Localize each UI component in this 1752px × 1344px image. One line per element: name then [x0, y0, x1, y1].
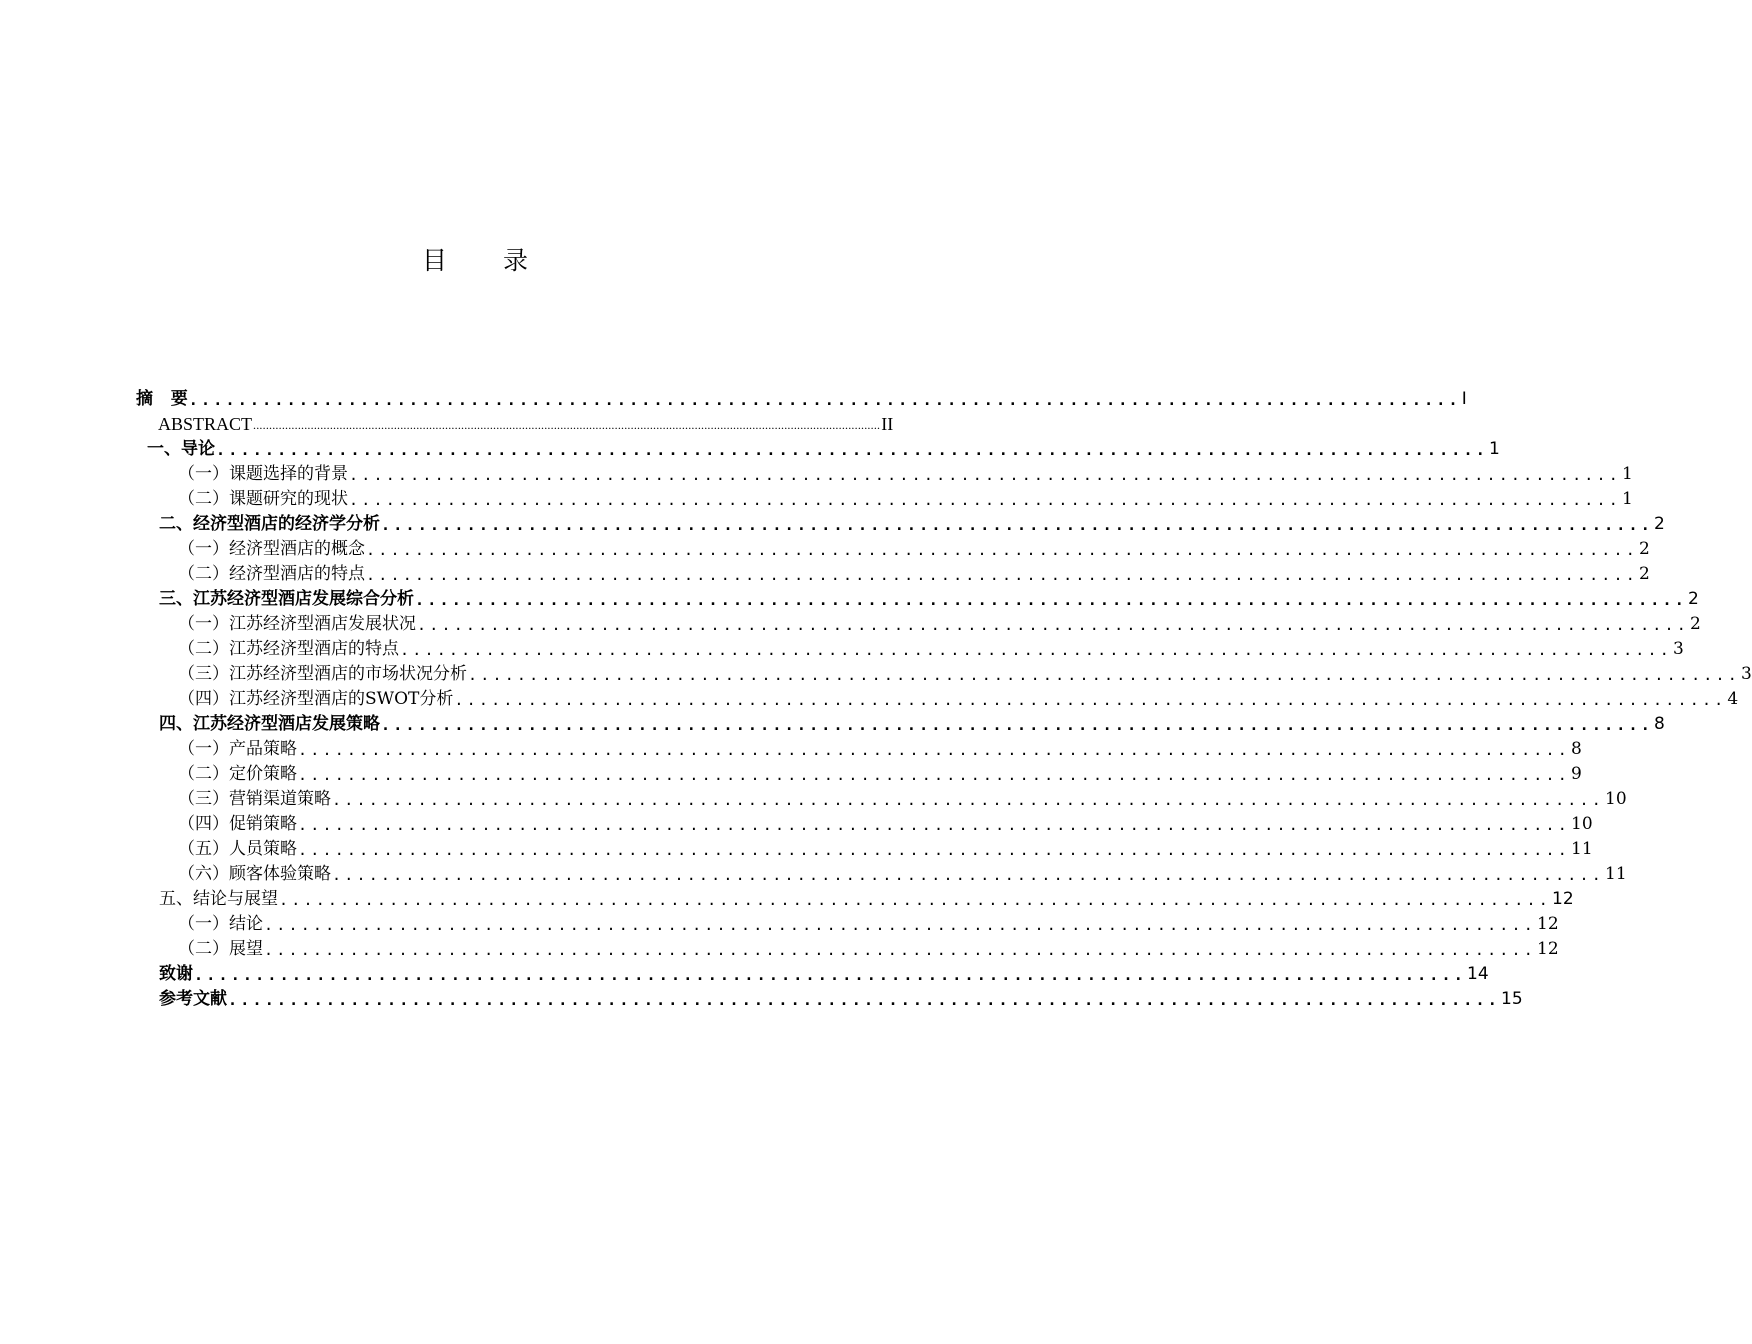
toc-entry-page: 2	[1639, 539, 1650, 559]
dot-leader: ........................................................................................................	[298, 841, 1570, 859]
toc-entry-page: 14	[1467, 964, 1489, 984]
dot-leader: ........................................................................................................	[366, 541, 1638, 559]
toc-entry-label: （四）江苏经济型酒店的SWOT分析	[178, 689, 454, 709]
toc-entry-label: （二）经济型酒店的特点	[178, 564, 365, 584]
toc-entry-page: 2	[1688, 589, 1699, 609]
toc-entry-section[interactable]	[178, 610, 1701, 635]
toc-entry-page: 11	[1571, 839, 1593, 859]
toc-entry-page: 1	[1622, 489, 1633, 509]
toc-entry-section[interactable]	[178, 635, 1684, 660]
toc-entry-label: （六）顾客体验策略	[178, 864, 331, 884]
toc-entry-label: 五、结论与展望	[159, 889, 278, 909]
toc-entry-chapter-5[interactable]	[159, 885, 1574, 910]
toc-entry-label: （一）江苏经济型酒店发展状况	[178, 614, 416, 634]
toc-entry-chapter-4[interactable]	[159, 710, 1665, 735]
toc-entry-page: 10	[1571, 814, 1593, 834]
dot-leader: ........................................................................................................	[216, 441, 1488, 459]
dot-leader: ........................................................................................................	[188, 391, 1461, 409]
toc-entry-abstract-en[interactable]	[158, 410, 894, 435]
toc-entry-section[interactable]	[178, 685, 1739, 710]
toc-entry-section[interactable]	[178, 735, 1582, 760]
dot-leader: ........................................................................................................	[298, 816, 1570, 834]
toc-entry-section[interactable]	[178, 660, 1752, 685]
toc-entry-page: 3	[1741, 664, 1752, 684]
toc-entry-page: II	[881, 414, 894, 434]
toc-entry-section[interactable]	[178, 560, 1650, 585]
toc-entry-label: （五）人员策略	[178, 839, 297, 859]
toc-entry-page: 15	[1501, 989, 1523, 1009]
toc-entry-label: 参考文献	[159, 989, 227, 1009]
toc-entry-section[interactable]	[178, 460, 1633, 485]
page-title: 目 录	[422, 246, 552, 275]
toc-entry-page: 1	[1622, 464, 1633, 484]
toc-entry-label: 摘 要	[136, 389, 188, 409]
toc-entry-label: （三）江苏经济型酒店的市场状况分析	[178, 664, 467, 684]
toc-entry-page: 11	[1605, 864, 1627, 884]
toc-entry-label: （一）产品策略	[178, 739, 297, 759]
toc-entry-page: I	[1461, 389, 1467, 409]
toc-entry-chapter-1[interactable]	[147, 435, 1500, 460]
toc-entry-references[interactable]	[159, 985, 1523, 1010]
toc-entry-page: 4	[1727, 689, 1739, 709]
toc-entry-label: （二）课题研究的现状	[178, 489, 348, 509]
toc-entry-label: （四）促销策略	[178, 814, 297, 834]
toc-entry-page: 12	[1552, 889, 1574, 909]
toc-entry-section[interactable]	[178, 760, 1582, 785]
toc-entry-page: 8	[1654, 714, 1665, 734]
dot-leader: ........................................................................................................	[381, 516, 1653, 534]
dot-leader: ........................................................................................................	[264, 916, 1536, 934]
dot-leader: ........................................................................................................	[194, 966, 1466, 984]
toc-entry-section[interactable]	[178, 860, 1627, 885]
dot-leader: ........................................................................................................	[400, 641, 1672, 659]
toc-entry-page: 1	[1489, 439, 1500, 459]
toc-entry-label: （一）经济型酒店的概念	[178, 539, 365, 559]
toc-entry-page: 3	[1673, 639, 1684, 659]
toc-entry-section[interactable]	[178, 785, 1627, 810]
dot-leader: ........................................................................................................	[381, 716, 1653, 734]
dot-leader: ........................................................................................................	[332, 791, 1604, 809]
toc-entry-chapter-2[interactable]	[159, 510, 1665, 535]
toc-entry-page: 12	[1537, 914, 1559, 934]
dot-leader: ........................................................................................................	[279, 891, 1551, 909]
dot-leader: ........................................................................................................	[349, 466, 1621, 484]
toc-entry-label: 三、江苏经济型酒店发展综合分析	[159, 589, 414, 609]
toc-entry-section[interactable]	[178, 810, 1593, 835]
toc-entry-section[interactable]	[178, 910, 1559, 935]
dot-leader: ........................................................................................................	[468, 666, 1740, 684]
toc-entry-page: 12	[1537, 939, 1559, 959]
toc-entry-label: （一）课题选择的背景	[178, 464, 348, 484]
toc-entry-label: 二、经济型酒店的经济学分析	[159, 514, 380, 534]
toc-entry-section[interactable]	[178, 835, 1593, 860]
toc-entry-page: 9	[1571, 764, 1582, 784]
dot-leader: ........................................................................................................	[264, 941, 1536, 959]
toc-entry-page: 2	[1690, 614, 1701, 634]
dot-leader: ........................................................................................................	[417, 616, 1689, 634]
toc-entry-label: （二）定价策略	[178, 764, 297, 784]
toc-entry-label: ABSTRACT	[158, 414, 253, 434]
toc-entry-page: 2	[1654, 514, 1665, 534]
dot-leader: ........................................................................................................	[366, 566, 1638, 584]
toc-entry-page: 10	[1605, 789, 1627, 809]
toc-entry-chapter-3[interactable]	[159, 585, 1699, 610]
dot-leader: ........................................................................................................	[349, 491, 1621, 509]
toc-entry-page: 2	[1639, 564, 1650, 584]
toc-entry-label: 致谢	[159, 964, 193, 984]
dot-leader: ........................................................................................................	[332, 866, 1604, 884]
toc-entry-acknowledgements[interactable]	[159, 960, 1489, 985]
dot-leader: ....................................................................................................................................................................................................	[253, 418, 881, 432]
toc-entry-label: （一）结论	[178, 914, 263, 934]
toc-entry-abstract-cn[interactable]	[136, 385, 1467, 410]
dot-leader: ........................................................................................................	[298, 766, 1570, 784]
toc-entry-section[interactable]	[178, 935, 1559, 960]
toc-entry-label: （二）展望	[178, 939, 263, 959]
toc-entry-label: （二）江苏经济型酒店的特点	[178, 639, 399, 659]
dot-leader: ........................................................................................................	[454, 691, 1727, 709]
dot-leader: ........................................................................................................	[298, 741, 1570, 759]
dot-leader: ........................................................................................................	[415, 591, 1687, 609]
toc-entry-label: （三）营销渠道策略	[178, 789, 331, 809]
dot-leader: ........................................................................................................	[228, 991, 1500, 1009]
toc-entry-section[interactable]	[178, 485, 1633, 510]
toc-entry-page: 8	[1571, 739, 1582, 759]
toc-entry-section[interactable]	[178, 535, 1650, 560]
toc-entry-label: 一、导论	[147, 439, 215, 459]
toc-entry-label: 四、江苏经济型酒店发展策略	[159, 714, 380, 734]
